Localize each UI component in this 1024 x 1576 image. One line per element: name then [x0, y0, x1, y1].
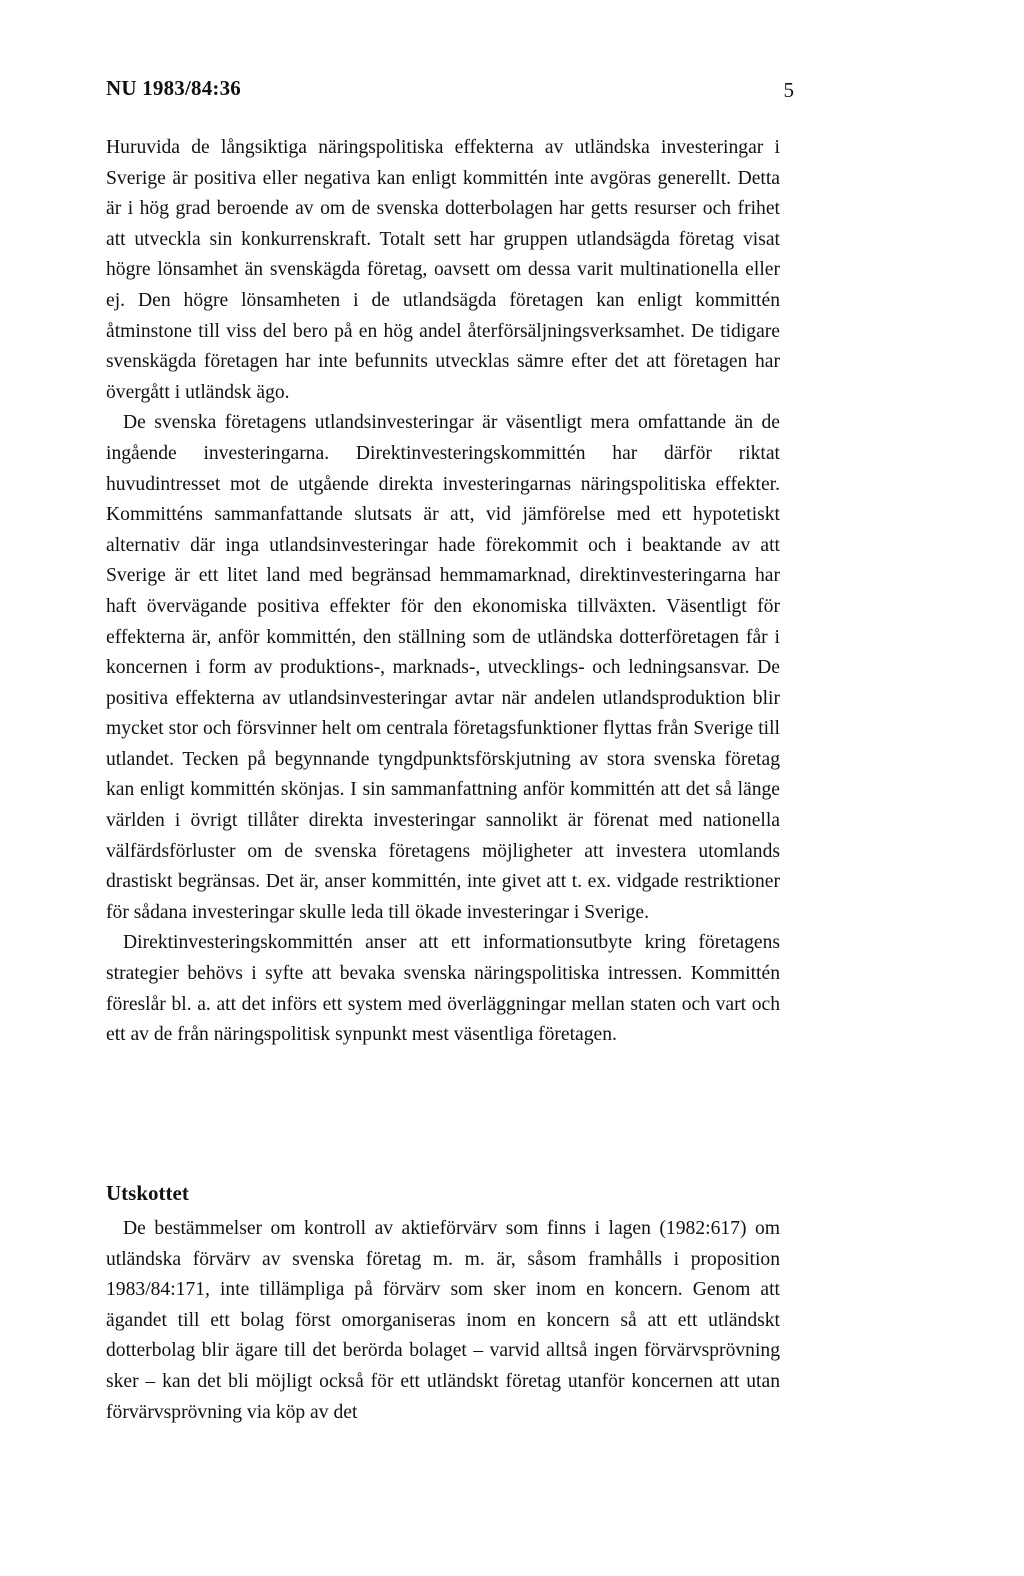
paragraph: De bestämmelser om kontroll av aktieförvärv som finns i lagen (1982:617) om utländska förvärv av svenska företag m. m. är, såsom framhålls i proposition 1983/84:171, inte tillämpliga på förvärv som sker inom en koncern. Genom att ägandet till ett bolag först omorganiseras inom en koncern så att ett utländskt dotterbolag blir ägare till det berörda bolaget – varvid alltså ingen förvärvsprövning sker – kan det bli möjligt också för ett utländskt företag utanför koncernen att utan förvärvsprövning via köp av det	[106, 1218, 780, 1423]
document-id: NU 1983/84:36	[106, 76, 242, 100]
section-heading: Utskottet	[106, 1181, 189, 1205]
page-header	[106, 76, 794, 106]
paragraph: De svenska företagens utlandsinvesteringar är väsentligt mera omfattande än de ingående investeringarna. Direktinvesteringskommittén har därför riktat huvudintresset mot de utgående direkta investeringarnas näringspolitiska effekter. Kommitténs sammanfattande slutsats är att, vid jämförelse med ett hypotetiskt alternativ där inga utlandsinvesteringar hade förekommit och i beaktande av att Sverige är ett litet land med begränsad hemmamarknad, direktinvesteringarna har haft övervägande positiva effekter för den ekonomiska tillväxten. Väsentligt för effekterna är, anför kommittén, den ställning som de utländska dotterföretagen får i koncernen i form av produktions-, marknads-, utvecklings- och ledningsansvar. De positiva effekterna av utlandsinvesteringar avtar när andelen utlandsproduktion blir mycket stor och försvinner helt om centrala företagsfunktioner flyttas från Sverige till utlandet. Tecken på begynnande tyngdpunktsförskjutning av stora svenska företag kan enligt kommittén skönjas. I sin sammanfattning anför kommittén att det så länge världen i övrigt tillåter direkta investeringar sannolikt är förenat med nationella välfärdsförluster om de svenska företagens möjligheter att investera utomlands drastiskt begränsas. Det är, anser kommittén, inte givet att t. ex. vidgade restriktioner för sådana investeringar skulle leda till ökade investeringar i Sverige.	[106, 412, 780, 923]
page-number: 5	[783, 78, 794, 102]
section-one	[106, 133, 780, 1051]
section-two	[106, 1214, 780, 1428]
paragraph: Huruvida de långsiktiga näringspolitiska effekterna av utländska investeringar i Sverige är positiva eller negativa kan enligt kommittén inte avgöras generellt. Detta är i hög grad beroende av om de svenska dotterbolagen har getts resurser och frihet att utveckla sin konkurrenskraft. Totalt sett har gruppen utlandsägda företag visat högre lönsamhet än svenskägda företag, oavsett om dessa varit multinationella eller ej. Den högre lönsamheten i de utlandsägda företagen kan enligt kommittén åtminstone till viss del bero på en hög andel återförsäljningsverksamhet. De tidigare svenskägda företagen har inte befunnits utvecklas sämre efter det att företagen har övergått i utländsk ägo.	[106, 137, 780, 403]
paragraph: Direktinvesteringskommittén anser att ett informationsutbyte kring företagens strategier behövs i syfte att bevaka svenska näringspolitiska intressen. Kommittén föreslår bl. a. att det införs ett system med överläggningar mellan staten och vart och ett av de från näringspolitisk synpunkt mest väsentliga företagen.	[106, 932, 780, 1046]
